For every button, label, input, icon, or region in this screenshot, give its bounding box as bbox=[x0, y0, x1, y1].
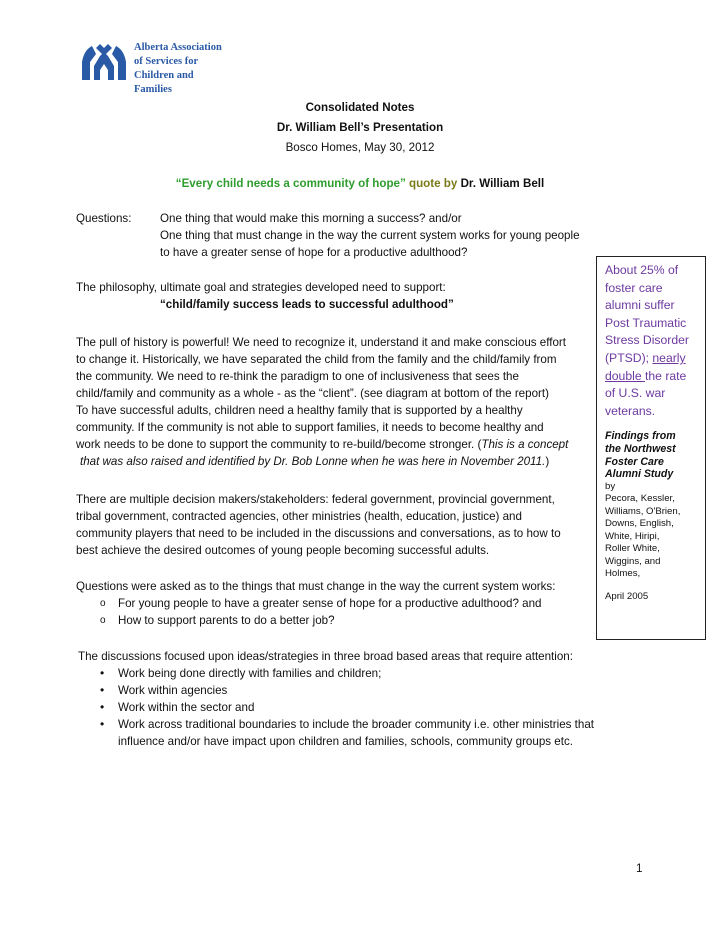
history-line-2: to change it. Historically, we have separated the child from the family and the child/family from bbox=[76, 353, 557, 366]
callout-line: alumni suffer bbox=[605, 298, 675, 313]
author-line: Williams, O'Brien, bbox=[605, 505, 681, 517]
sidebar-callout-box bbox=[596, 256, 706, 640]
history-line-8-italic: that was also raised and identified by Dr. Bob Lonne when he was here in November 2011. bbox=[80, 455, 546, 468]
sidebar-authors bbox=[605, 481, 699, 581]
logo bbox=[78, 40, 228, 95]
doc-title: Consolidated Notes bbox=[305, 101, 415, 114]
philosophy-line-1: The philosophy, ultimate goal and strategies developed need to support: bbox=[76, 281, 446, 294]
discussions-intro: The discussions focused upon ideas/strategies in three broad based areas that require attention: bbox=[78, 650, 573, 663]
findings-line: the Northwest bbox=[605, 442, 676, 455]
callout-line: Stress Disorder bbox=[605, 333, 689, 348]
callout-line: About 25% of bbox=[605, 263, 679, 277]
callout-line: foster care bbox=[605, 280, 663, 295]
philosophy-line-2: “child/family success leads to successful adulthood” bbox=[160, 298, 454, 311]
hollow-bullet-icon: o bbox=[100, 615, 106, 626]
history-line-7 bbox=[76, 438, 568, 452]
discussion-item-4-continuation: influence and/or have impact upon children and families, schools, community groups etc. bbox=[118, 735, 573, 748]
discussion-item-3: Work within the sector and bbox=[118, 701, 255, 714]
callout-underline-nearly: nearly bbox=[652, 350, 686, 365]
author-line: Roller White, bbox=[605, 543, 660, 555]
quote-text: “Every child needs a community of hope” bbox=[175, 177, 406, 190]
history-line-8 bbox=[80, 455, 549, 469]
bullet-icon: • bbox=[100, 717, 105, 731]
findings-line: Alumni Study bbox=[605, 468, 674, 481]
callout-line bbox=[605, 350, 699, 368]
callout-rate: the rate bbox=[644, 368, 687, 383]
hands-logo-icon bbox=[78, 40, 130, 84]
author-line: Holmes, bbox=[605, 568, 641, 580]
questions-line-2: One thing that must change in the way the current system works for young people bbox=[160, 229, 580, 242]
change-question-2: How to support parents to do a better job? bbox=[118, 614, 335, 627]
callout-line: Post Traumatic bbox=[605, 315, 687, 330]
author-line: by bbox=[605, 480, 616, 492]
history-line-7-italic: This is a concept bbox=[481, 438, 569, 451]
findings-line: Foster Care bbox=[605, 455, 664, 468]
discussion-item-4: Work across traditional boundaries to include the broader community i.e. other ministries that bbox=[118, 718, 595, 731]
doc-location-date: Bosco Homes, May 30, 2012 bbox=[285, 141, 435, 154]
history-line-8-end: ) bbox=[545, 455, 550, 468]
change-question-1: For young people to have a greater sense of hope for a productive adulthood? and bbox=[118, 597, 542, 610]
questions-line-1: One thing that would make this morning a success? and/or bbox=[160, 212, 462, 225]
callout-underline-double: double bbox=[605, 368, 645, 383]
quote-mid: quote by bbox=[409, 177, 458, 190]
history-line-4: child/family and community as a whole - as the “client”. (see diagram at bottom of the report) bbox=[76, 387, 549, 400]
discussion-item-2: Work within agencies bbox=[118, 684, 228, 697]
questions-line-3: to have a greater sense of hope for a productive adulthood? bbox=[160, 246, 468, 259]
stakeholders-line-1: There are multiple decision makers/stakeholders: federal government, provincial government, bbox=[76, 493, 555, 506]
author-line: Pecora, Kessler, bbox=[605, 493, 675, 505]
history-line-7-text: work needs to be done to support the community to re-build/become stronger. ( bbox=[76, 438, 482, 451]
quote-line bbox=[0, 177, 720, 190]
sidebar-date: April 2005 bbox=[605, 590, 649, 602]
quote-author: Dr. William Bell bbox=[460, 177, 545, 190]
history-line-3: the community. We need to re-think the paradigm to one of inclusiveness that sees the bbox=[76, 370, 519, 383]
stakeholders-line-3: community players that need to be included in the discussions and conversations, as to how to bbox=[76, 527, 561, 540]
bullet-icon: • bbox=[100, 700, 105, 714]
stakeholders-line-2: tribal government, contracted agencies, other ministries (health, education, justice) and bbox=[76, 510, 522, 523]
author-line: White, Hiripi, bbox=[605, 530, 660, 542]
change-questions-intro: Questions were asked as to the things that must change in the way the current system works: bbox=[76, 580, 556, 593]
findings-line: Findings from bbox=[605, 430, 676, 443]
callout-line: veterans. bbox=[605, 403, 656, 418]
logo-line-1: Alberta Association bbox=[134, 42, 222, 53]
history-line-6: community. If the community is not able to support families, it needs to become healthy and bbox=[76, 421, 544, 434]
author-line: Downs, English, bbox=[605, 518, 674, 530]
history-line-5: To have successful adults, children need a healthy family that is supported by a healthy bbox=[76, 404, 523, 417]
hollow-bullet-icon: o bbox=[100, 598, 106, 609]
logo-line-2: of Services for bbox=[134, 56, 199, 67]
callout-line: of U.S. war bbox=[605, 386, 666, 401]
page-number: 1 bbox=[636, 862, 643, 875]
bullet-icon: • bbox=[100, 683, 105, 697]
history-line-1: The pull of history is powerful! We need to recognize it, understand it and make conscious effort bbox=[76, 336, 566, 349]
author-line: Wiggins, and bbox=[605, 555, 661, 567]
sidebar-findings-title bbox=[605, 430, 699, 480]
callout-line bbox=[605, 368, 699, 386]
bullet-icon: • bbox=[100, 666, 105, 680]
discussion-item-1: Work being done directly with families and children; bbox=[118, 667, 382, 680]
doc-subtitle: Dr. William Bell’s Presentation bbox=[276, 121, 444, 134]
logo-line-3: Children and Families bbox=[134, 70, 194, 95]
callout-ptsd: (PTSD); bbox=[605, 350, 653, 365]
sidebar-callout bbox=[605, 262, 699, 420]
questions-label: Questions: bbox=[76, 212, 132, 225]
stakeholders-line-4: best achieve the desired outcomes of young people becoming successful adults. bbox=[76, 544, 490, 557]
